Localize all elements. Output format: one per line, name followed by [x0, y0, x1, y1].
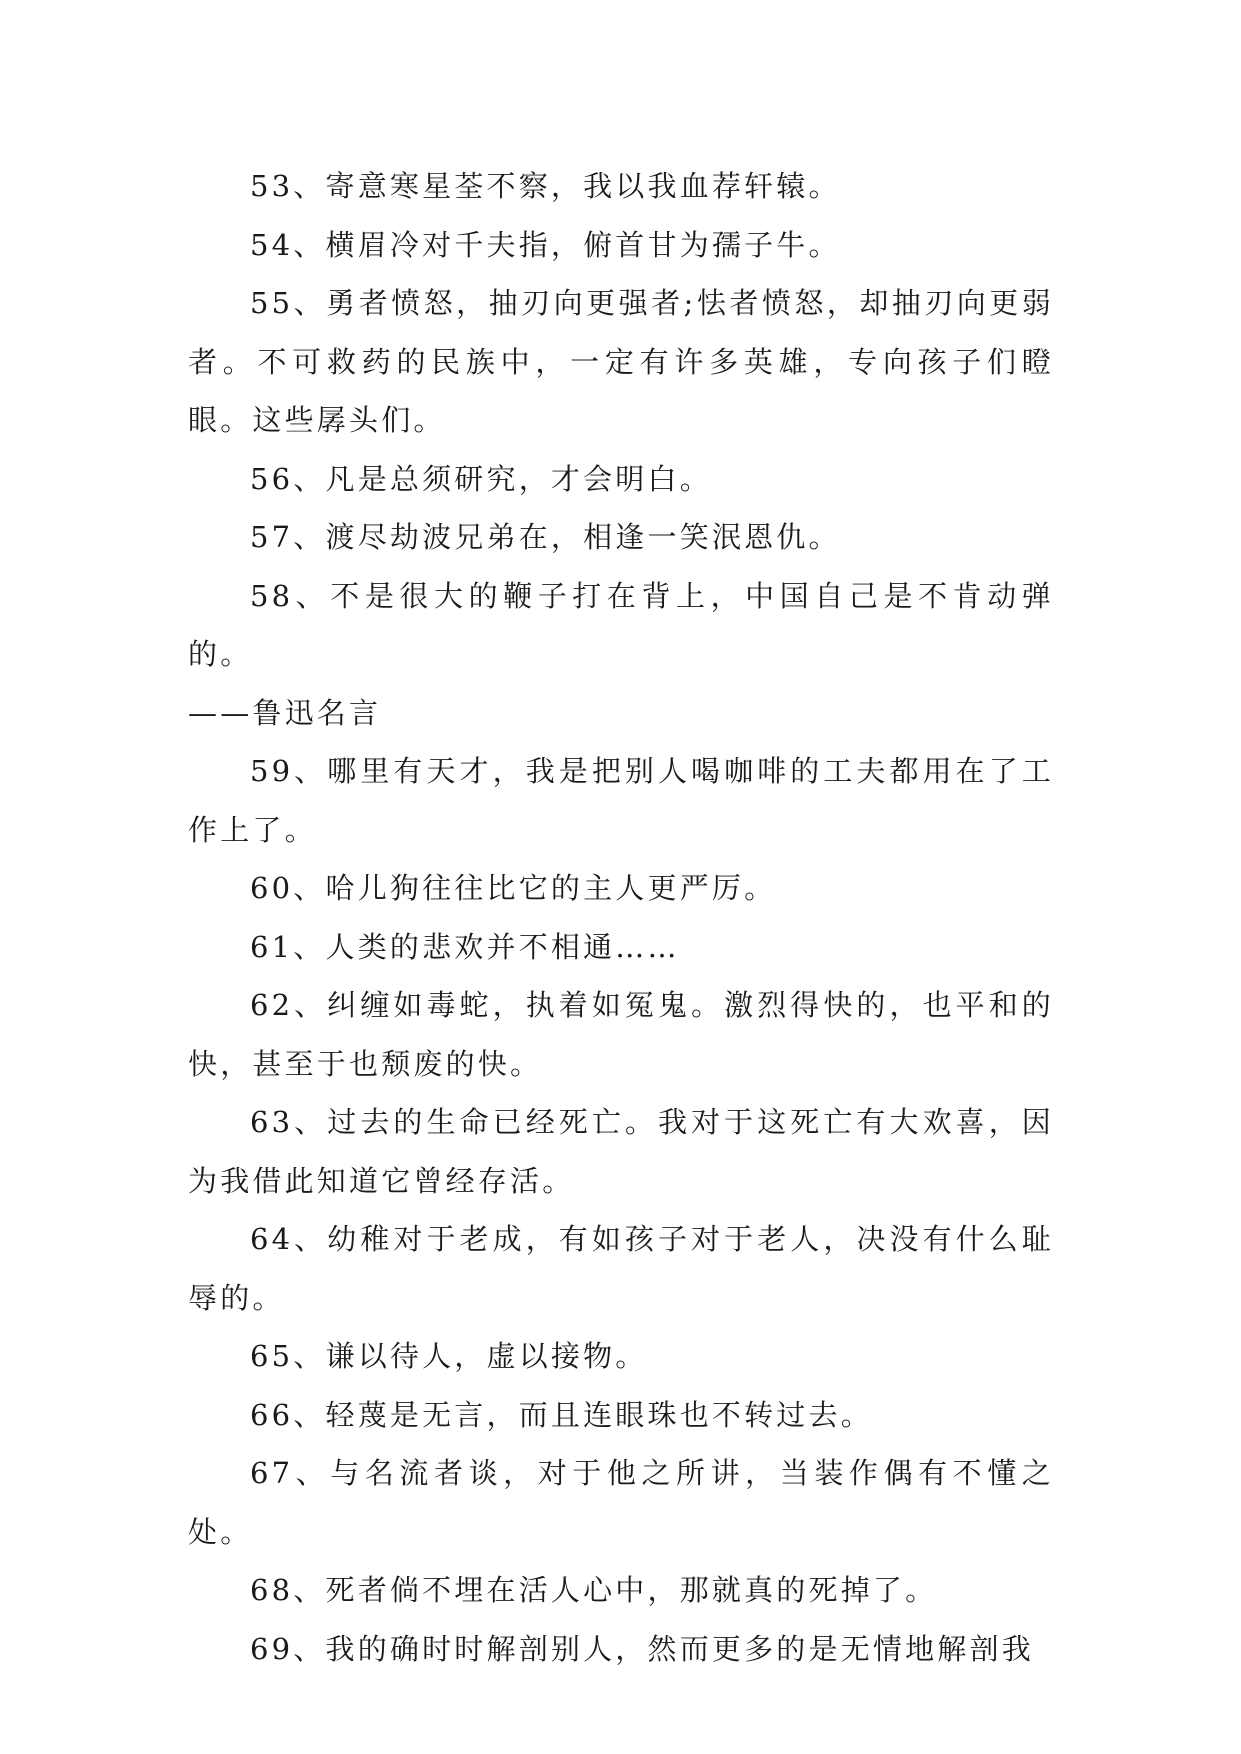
- quote-list: [188, 157, 1054, 1678]
- quote-56: 56、凡是总须研究，才会明白。: [250, 461, 712, 496]
- quote-54: 54、横眉冷对千夫指，俯首甘为孺子牛。: [250, 227, 841, 262]
- quote-63: 63、过去的生命已经死亡。我对于这死亡有大欢喜，因为我借此知道它曾经存活。: [188, 1105, 1054, 1198]
- quote-59: 59、哪里有天才，我是把别人喝咖啡的工夫都用在了工作上了。: [188, 754, 1054, 847]
- quote-53: 53、寄意寒星荃不察，我以我血荐轩辕。: [250, 169, 841, 203]
- quote-64: 64、幼稚对于老成，有如孩子对于老人，决没有什么耻辱的。: [188, 1222, 1054, 1315]
- quote-67: 67、与名流者谈，对于他之所讲，当装作偶有不懂之处。: [188, 1456, 1054, 1549]
- quote-58: 58、不是很大的鞭子打在背上，中国自己是不肯动弹的。: [188, 578, 1054, 671]
- quote-57: 57、渡尽劫波兄弟在，相逢一笑泯恩仇。: [250, 520, 841, 554]
- quote-62: 62、纠缠如毒蛇，执着如冤鬼。激烈得快的，也平和的快，甚至于也颓废的快。: [188, 988, 1054, 1081]
- quote-60: 60、哈儿狗往往比它的主人更严厉。: [250, 871, 777, 905]
- quote-68: 68、死者倘不埋在活人心中，那就真的死掉了。: [250, 1573, 938, 1607]
- quote-66: 66、轻蔑是无言，而且连眼珠也不转过去。: [250, 1397, 873, 1432]
- quote-55: 55、勇者愤怒，抽刃向更强者;怯者愤怒，却抽刃向更弱者。不可救药的民族中，一定有许多英雄，专向孩子们瞪眼。这些孱头们。: [188, 286, 1054, 437]
- quote-65: 65、谦以待人，虚以接物。: [250, 1339, 648, 1373]
- quote-61: 61、人类的悲欢并不相通……: [250, 929, 680, 964]
- quote-69: 69、我的确时时解剖别人，然而更多的是无情地解剖我: [250, 1631, 1034, 1666]
- quote-58-attribution: ——鲁迅名言: [188, 695, 382, 730]
